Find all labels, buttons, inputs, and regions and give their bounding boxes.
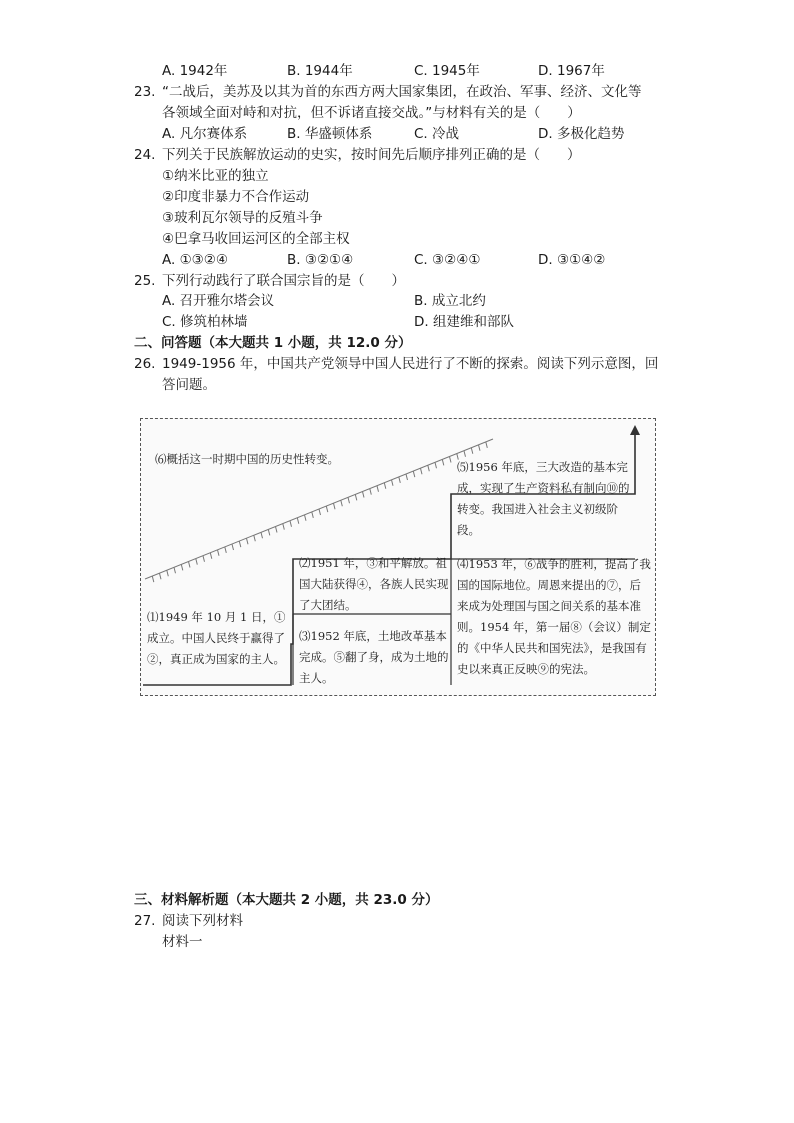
ruler-tick	[326, 506, 328, 512]
q24-item-3: ③玻利瓦尔领导的反殖斗争	[162, 210, 323, 226]
ruler-tick	[225, 547, 227, 553]
q25-option-a: A. 召开雅尔塔会议	[162, 293, 275, 309]
q23-option-a: A. 凡尔赛体系	[162, 126, 248, 142]
ruler-tick	[276, 527, 278, 533]
section-3-heading: 三、材料解析题（本大题共 2 小题，共 23.0 分）	[134, 892, 439, 908]
ruler-tick	[160, 573, 162, 579]
ruler-tick	[305, 515, 307, 521]
q24-item-1: ①纳米比亚的独立	[162, 168, 269, 184]
q22-option-a: A. 1942年	[162, 63, 228, 79]
q26-number: 26.	[134, 356, 156, 372]
q27-number: 27.	[134, 913, 156, 929]
ruler-tick	[196, 559, 198, 565]
ruler-tick	[290, 521, 292, 527]
ruler-tick	[334, 503, 336, 509]
q25-option-c: C. 修筑柏林墙	[162, 314, 248, 330]
q27-material-1-label: 材料一	[162, 934, 203, 950]
ruler-tick	[413, 471, 415, 477]
ruler-tick	[384, 483, 386, 489]
ruler-tick	[479, 445, 481, 451]
ruler-tick	[203, 556, 205, 562]
q22-option-c: C. 1945年	[414, 63, 480, 79]
q23-number: 23.	[134, 84, 156, 100]
diagram-box-3: ⑶1952 年底，土地改革基本完成。⑤翻了身，成为土地的主人。	[299, 629, 449, 685]
diagram-box-2: ⑵1951 年，③和平解放。祖国大陆获得④，各族人民实现了大团结。	[299, 556, 449, 612]
ruler-tick	[167, 570, 169, 576]
ruler-tick	[261, 532, 263, 538]
ruler-tick	[355, 494, 357, 500]
q24-option-d: D. ③①④②	[538, 252, 606, 268]
ruler-tick	[377, 486, 379, 492]
ruler-tick	[406, 474, 408, 480]
ruler-tick	[254, 535, 256, 541]
ruler-tick	[435, 462, 437, 468]
q24-number: 24.	[134, 147, 156, 163]
ruler-tick	[189, 562, 191, 568]
ruler-tick	[428, 465, 430, 471]
ruler-tick	[232, 544, 234, 550]
staircase-diagram	[140, 418, 656, 696]
ruler-tick	[268, 529, 270, 535]
q24-item-4: ④巴拿马收回运河区的全部主权	[162, 231, 350, 247]
q23-option-c: C. 冷战	[414, 126, 460, 142]
ruler-tick	[297, 518, 299, 524]
ruler-tick	[341, 500, 343, 506]
ruler-tick	[239, 541, 241, 547]
ruler-tick	[312, 512, 314, 518]
q24-option-a: A. ①③②④	[162, 252, 228, 268]
diagram-question-6: ⑹概括这一时期中国的历史性转变。	[155, 452, 339, 466]
q24-item-2: ②印度非暴力不合作运动	[162, 189, 310, 205]
ruler-tick	[247, 538, 249, 544]
ruler-tick	[486, 442, 488, 448]
ruler-tick	[370, 489, 372, 495]
section-2-heading: 二、问答题（本大题共 1 小题，共 12.0 分）	[134, 335, 412, 351]
ruler-tick	[319, 509, 321, 515]
ruler-tick	[363, 492, 365, 498]
q22-option-d: D. 1967年	[538, 63, 605, 79]
q24-stem: 下列关于民族解放运动的史实，按时间先后顺序排列正确的是（ ）	[162, 147, 581, 163]
ruler-tick	[399, 477, 401, 483]
q25-option-d: D. 组建维和部队	[414, 314, 514, 330]
q25-stem: 下列行动践行了联合国宗旨的是（ ）	[162, 273, 405, 289]
ruler-tick	[450, 457, 452, 463]
ruler-tick	[283, 524, 285, 530]
ruler-tick	[464, 451, 466, 457]
ruler-tick	[181, 564, 183, 570]
diagram-box-4: ⑷1953 年，⑥战争的胜利，提高了我国的国际地位。周恩来提出的⑦，后来成为处理国与国之间关系的基本准则。1954 年，第一届⑧（会议）制定的《中华人民共和国宪法》，是我国有史以来真正反映⑨的宪法。	[457, 557, 651, 676]
q23-stem-line1: “二战后，美苏及以其为首的东西方两大国家集团，在政治、军事、经济、文化等	[162, 84, 642, 100]
q24-option-c: C. ③②④①	[414, 252, 481, 268]
q22-option-b: B. 1944年	[287, 63, 353, 79]
diagram-box-5: ⑸1956 年底，三大改造的基本完成，实现了生产资料私有制向⑩的转变。我国进入社会主义初级阶段。	[457, 460, 630, 537]
q23-stem-line2: 各领域全面对峙和对抗，但不诉诸直接交战。”与材料有关的是（ ）	[162, 105, 581, 121]
ruler-tick	[442, 459, 444, 465]
ruler-tick	[218, 550, 220, 556]
ruler-tick	[392, 480, 394, 486]
ruler-tick	[421, 468, 423, 474]
ruler-tick	[210, 553, 212, 559]
q26-stem-line2: 答问题。	[162, 377, 216, 393]
q23-option-d: D. 多极化趋势	[538, 126, 625, 142]
q25-option-b: B. 成立北约	[414, 293, 486, 309]
ruler-tick	[174, 567, 176, 573]
q25-number: 25.	[134, 273, 156, 289]
q26-stem-line1: 1949-1956 年，中国共产党领导中国人民进行了不断的探索。阅读下列示意图，回	[162, 356, 659, 372]
ruler-tick	[348, 497, 350, 503]
q24-option-b: B. ③②①④	[287, 252, 354, 268]
q23-option-b: B. 华盛顿体系	[287, 126, 373, 142]
ruler-tick	[152, 576, 154, 582]
ruler-tick	[471, 448, 473, 454]
q27-stem: 阅读下列材料	[162, 913, 243, 929]
diagram-box-1: ⑴1949 年 10 月 1 日，①成立。中国人民终于赢得了②，真正成为国家的主人。	[147, 610, 286, 666]
